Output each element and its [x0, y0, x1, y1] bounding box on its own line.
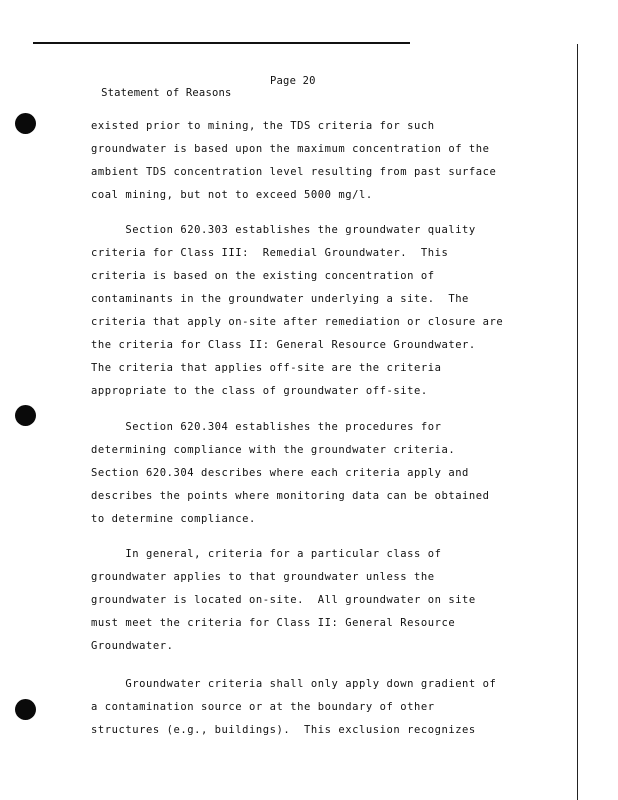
text-line: Section 620.304 describes where each criteria apply and	[91, 467, 469, 479]
right-margin-rule	[577, 44, 578, 800]
page-number: Page 20	[270, 75, 316, 87]
text-line: a contamination source or at the boundary of other	[91, 701, 435, 713]
text-line: ambient TDS concentration level resulting from past surface	[91, 166, 497, 178]
text-line: groundwater applies to that groundwater unless the	[91, 571, 435, 583]
text-line: criteria for Class III: Remedial Groundwater. This	[91, 247, 449, 259]
document-title: Statement of Reasons	[101, 87, 232, 99]
text-line: Groundwater.	[91, 640, 174, 652]
text-line: groundwater is based upon the maximum concentration of the	[91, 143, 490, 155]
text-line: groundwater is located on-site. All groundwater on site	[91, 594, 476, 606]
binder-hole-icon	[15, 113, 36, 134]
text-line: determining compliance with the groundwater criteria.	[91, 444, 456, 456]
top-rule	[33, 42, 410, 44]
text-line: structures (e.g., buildings). This exclusion recognizes	[91, 724, 476, 736]
text-line: must meet the criteria for Class II: General Resource	[91, 617, 456, 629]
text-line: to determine compliance.	[91, 513, 256, 525]
text-line: The criteria that applies off-site are the criteria	[91, 362, 442, 374]
binder-hole-icon	[15, 405, 36, 426]
text-line: Groundwater criteria shall only apply down gradient of	[91, 678, 497, 690]
text-line: Section 620.304 establishes the procedures for	[91, 421, 442, 433]
text-line: existed prior to mining, the TDS criteria for such	[91, 120, 435, 132]
text-line: Section 620.303 establishes the groundwater quality	[91, 224, 476, 236]
page-header	[75, 75, 316, 123]
text-line: contaminants in the groundwater underlying a site. The	[91, 293, 469, 305]
text-line: criteria is based on the existing concentration of	[91, 270, 435, 282]
text-line: the criteria for Class II: General Resource Groundwater.	[91, 339, 476, 351]
binder-hole-icon	[15, 699, 36, 720]
text-line: appropriate to the class of groundwater off-site.	[91, 385, 428, 397]
text-line: In general, criteria for a particular class of	[91, 548, 442, 560]
text-line: describes the points where monitoring data can be obtained	[91, 490, 490, 502]
text-line: criteria that apply on-site after remediation or closure are	[91, 316, 504, 328]
text-line: coal mining, but not to exceed 5000 mg/l.	[91, 189, 373, 201]
